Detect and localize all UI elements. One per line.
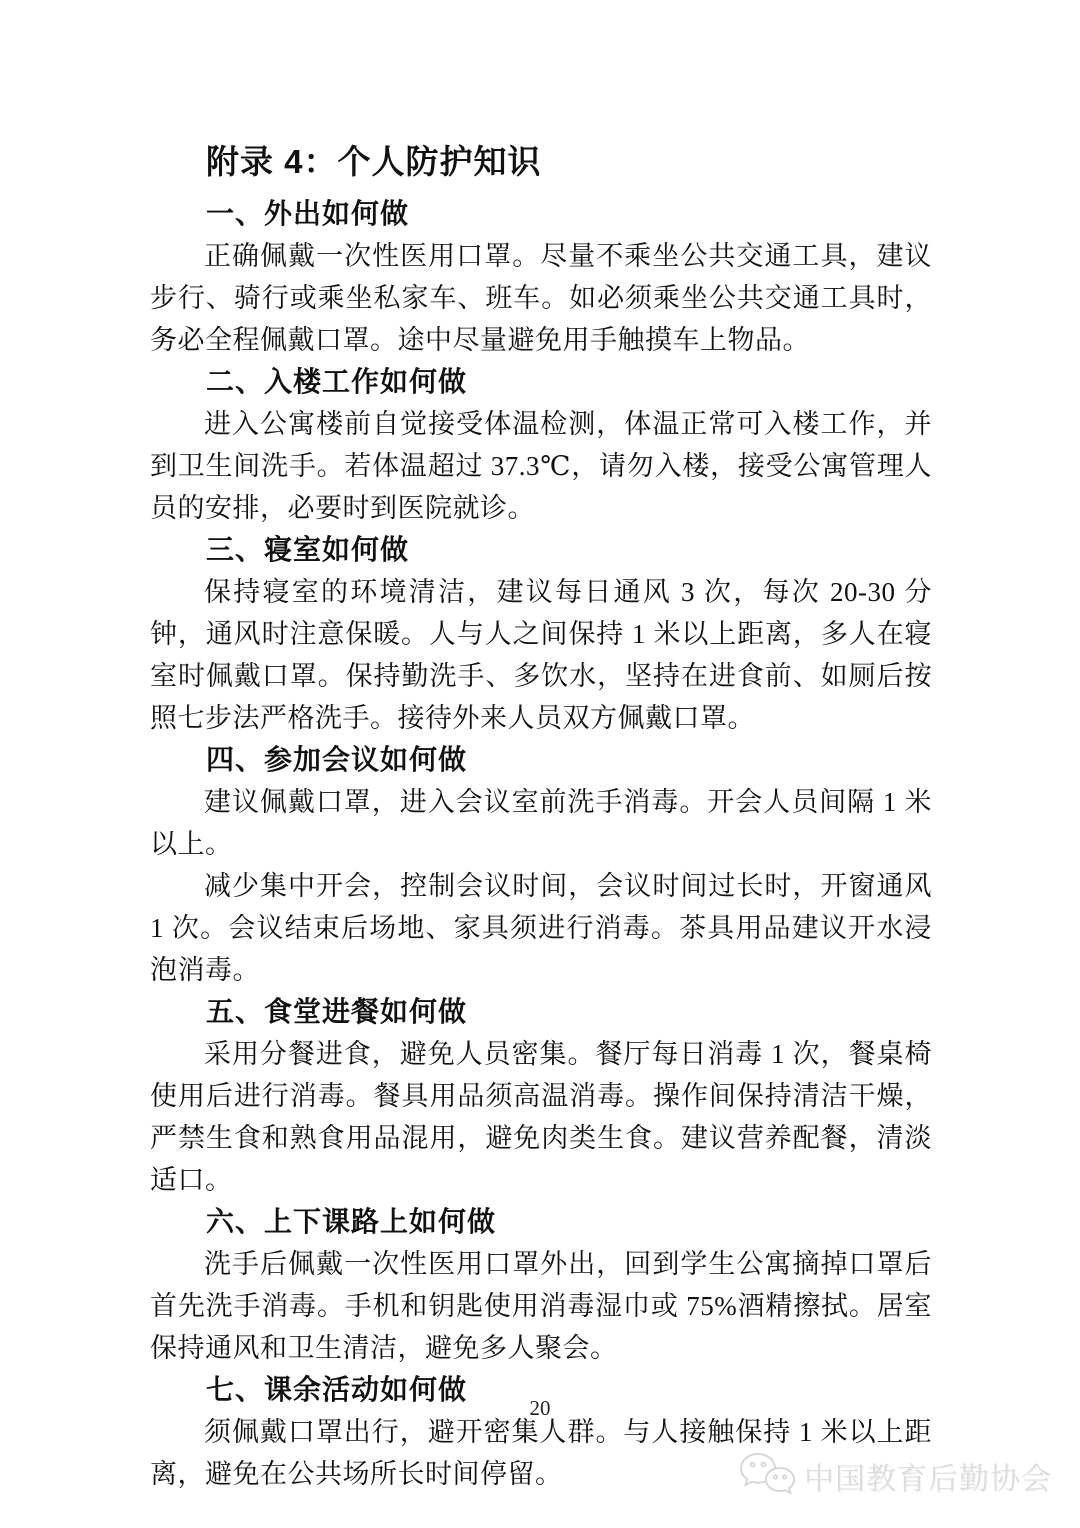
brand-name: 中国教育后勤协会 <box>804 1463 1052 1496</box>
paragraph: 保持寝室的环境清洁，建议每日通风 3 次，每次 20-30 分钟，通风时注意保暖。人与人之间保持 1 米以上距离，多人在寝室时佩戴口罩。保持勤洗手、多饮水，坚持在进食前、如厕后按照七步法严格洗手。接待外来人员双方佩戴口罩。 <box>150 577 932 733</box>
section-commuting <box>150 1201 932 1369</box>
section-heading: 三、寝室如何做 <box>206 534 410 565</box>
paragraph: 洗手后佩戴一次性医用口罩外出，回到学生公寓摘掉口罩后首先洗手消毒。手机和钥匙使用消毒湿巾或 75%酒精擦拭。居室保持通风和卫生清洁，避免多人聚会。 <box>150 1249 932 1363</box>
section-canteen <box>150 991 932 1201</box>
paragraph: 建议佩戴口罩，进入会议室前洗手消毒。开会人员间隔 1 米以上。 <box>150 787 932 859</box>
section-heading: 五、食堂进餐如何做 <box>206 996 468 1027</box>
section-heading: 二、入楼工作如何做 <box>206 366 468 397</box>
document-content <box>150 140 932 1495</box>
section-heading: 六、上下课路上如何做 <box>206 1206 497 1237</box>
section-heading: 四、参加会议如何做 <box>206 744 468 775</box>
paragraph: 正确佩戴一次性医用口罩。尽量不乘坐公共交通工具，建议步行、骑行或乘坐私家车、班车。如必须乘坐公共交通工具时，务必全程佩戴口罩。途中尽量避免用手触摸车上物品。 <box>150 241 932 355</box>
section-heading: 七、课余活动如何做 <box>206 1374 468 1405</box>
section-entering-building <box>150 361 932 529</box>
wechat-icon <box>738 1450 796 1502</box>
paragraph: 须佩戴口罩出行，避开密集人群。与人接触保持 1 米以上距离，避免在公共场所长时间停留。 <box>150 1417 932 1489</box>
section-meetings <box>150 739 932 991</box>
page-title: 附录 4：个人防护知识 <box>206 143 542 180</box>
paragraph: 进入公寓楼前自觉接受体温检测，体温正常可入楼工作，并到卫生间洗手。若体温超过 37.3℃，请勿入楼，接受公寓管理人员的安排，必要时到医院就诊。 <box>150 409 932 523</box>
paragraph: 采用分餐进食，避免人员密集。餐厅每日消毒 1 次，餐桌椅使用后进行消毒。餐具用品须高温消毒。操作间保持清洁干燥，严禁生食和熟食用品混用，避免肉类生食。建议营养配餐，清淡适口。 <box>150 1039 932 1195</box>
paragraph: 减少集中开会，控制会议时间，会议时间过长时，开窗通风 1 次。会议结束后场地、家具须进行消毒。茶具用品建议开水浸泡消毒。 <box>150 871 932 985</box>
section-heading: 一、外出如何做 <box>206 198 410 229</box>
page-number: 20 <box>529 1396 551 1420</box>
section-dormitory <box>150 529 932 739</box>
section-outing <box>150 193 932 361</box>
brand-watermark <box>738 1450 1052 1502</box>
